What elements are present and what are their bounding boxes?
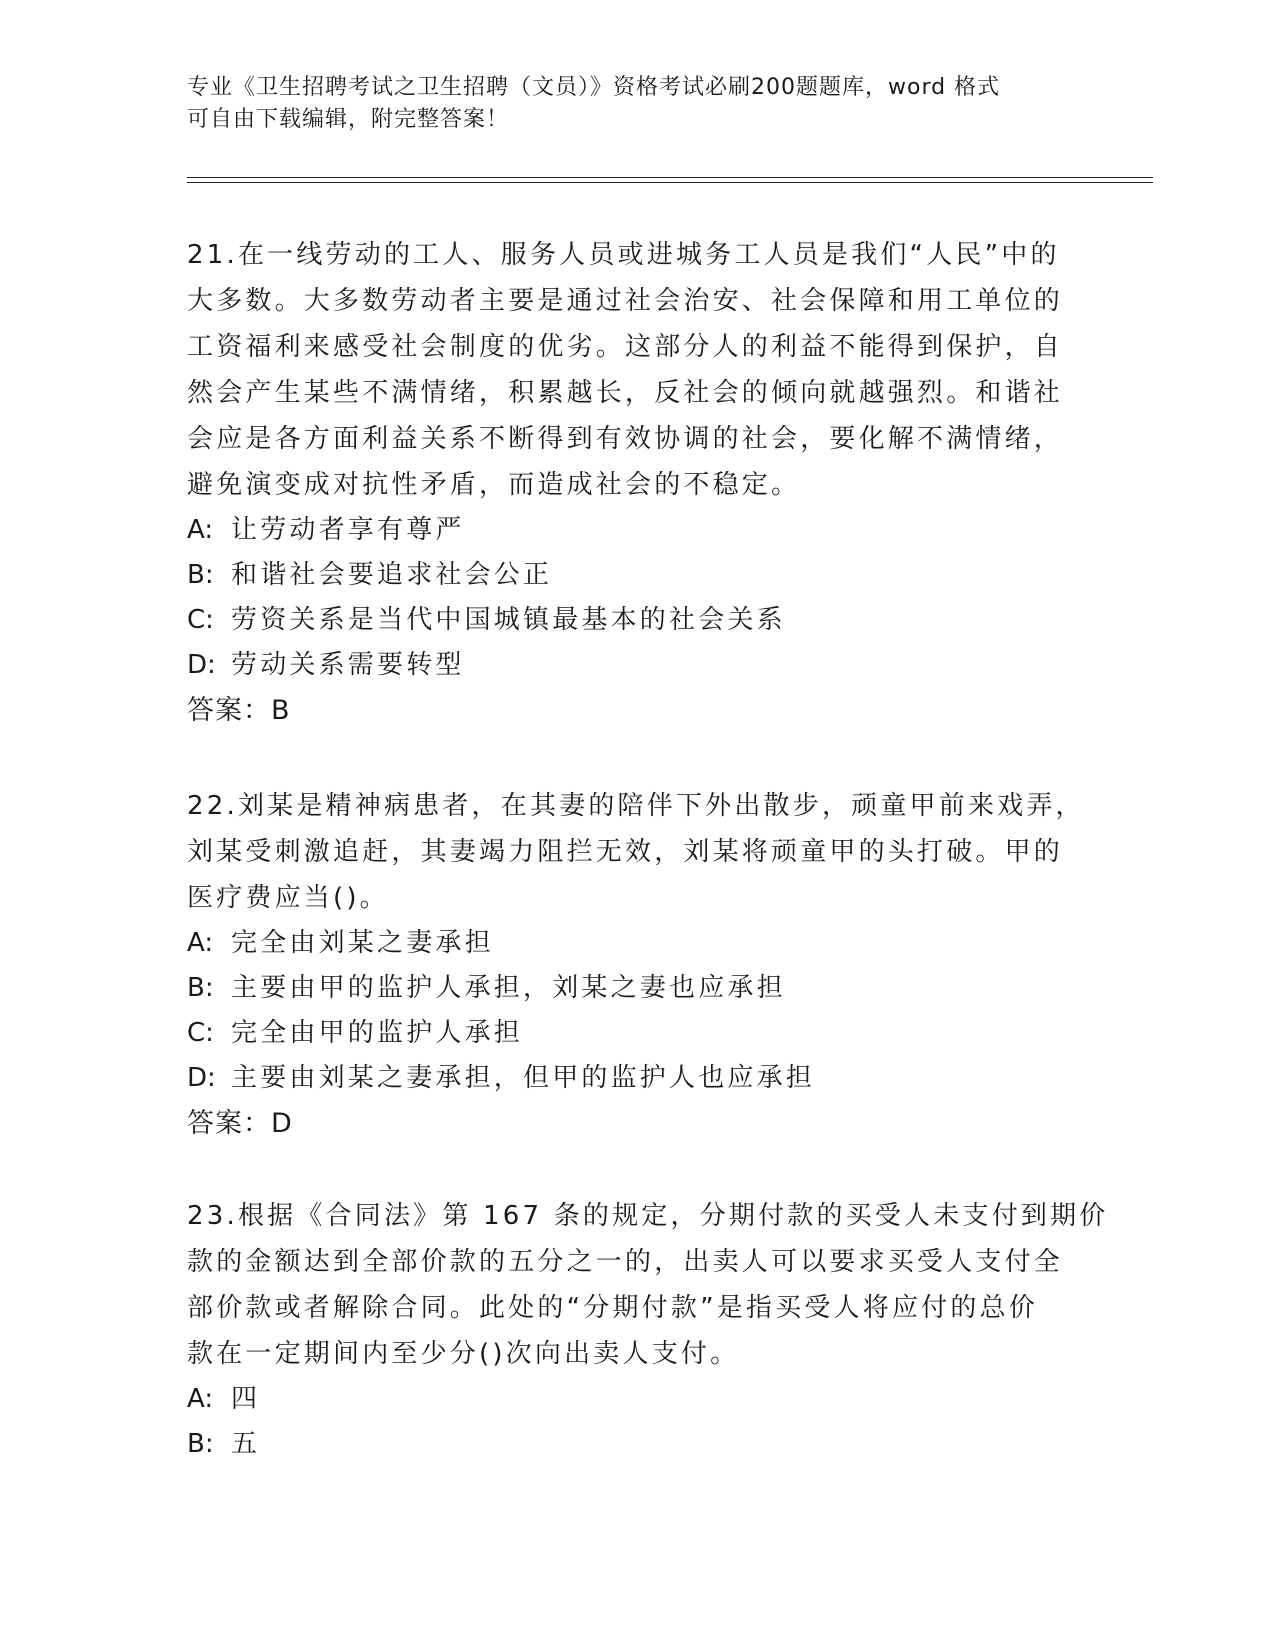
- question-text-line: 医疗费应当()。: [187, 883, 389, 913]
- question-text-line: 工资福利来感受社会制度的优劣。这部分人的利益不能得到保护，自: [187, 332, 1064, 362]
- question-text-line: 款在一定期间内至少分()次向出卖人支付。: [187, 1339, 740, 1369]
- option-text: 五: [231, 1429, 261, 1459]
- question-text-line: 避免演变成对抗性矛盾，而造成社会的不稳定。: [187, 470, 801, 500]
- question-text-line: 刘某受刺激追赶，其妻竭力阻拦无效，刘某将顽童甲的头打破。甲的: [187, 837, 1064, 867]
- option-text: 和谐社会要追求社会公正: [231, 560, 553, 590]
- option-letter: C:: [187, 1018, 214, 1048]
- option-d: [187, 643, 1087, 688]
- option-letter: B:: [187, 973, 214, 1003]
- option-b: [187, 553, 1087, 598]
- option-letter: B:: [187, 1429, 214, 1459]
- option-text: 主要由甲的监护人承担，刘某之妻也应承担: [231, 973, 786, 1003]
- option-letter: D:: [187, 1063, 216, 1093]
- option-a: [187, 508, 1087, 553]
- question-text-line: 21.在一线劳动的工人、服务人员或进城务工人员是我们“人民”中的: [187, 240, 1060, 270]
- option-b: [187, 1422, 1087, 1467]
- question-text-line: 然会产生某些不满情绪，积累越长，反社会的倾向就越强烈。和谐社: [187, 378, 1064, 408]
- option-letter: C:: [187, 605, 214, 635]
- option-text: 劳资关系是当代中国城镇最基本的社会关系: [231, 605, 786, 635]
- option-text: 劳动关系需要转型: [231, 650, 465, 680]
- option-letter: B:: [187, 560, 214, 590]
- option-letter: D:: [187, 650, 216, 680]
- option-a: [187, 921, 1087, 966]
- header-divider-bottom: [187, 182, 1153, 183]
- option-letter: A:: [187, 515, 214, 545]
- option-c: [187, 598, 1087, 643]
- option-letter: A:: [187, 928, 214, 958]
- question-text-line: 款的金额达到全部价款的五分之一的，出卖人可以要求买受人支付全: [187, 1247, 1064, 1277]
- option-text: 四: [231, 1384, 261, 1414]
- question-text-line: 22.刘某是精神病患者，在其妻的陪伴下外出散步，顽童甲前来戏弄，: [187, 791, 1085, 821]
- option-text: 完全由甲的监护人承担: [231, 1018, 524, 1048]
- question-22: [187, 783, 1087, 1147]
- question-23: [187, 1193, 1109, 1467]
- option-c: [187, 1011, 1087, 1056]
- option-b: [187, 966, 1087, 1011]
- answer-label: 答案：D: [187, 1108, 293, 1139]
- document-header: [187, 72, 1067, 136]
- answer-label: 答案：B: [187, 695, 291, 726]
- option-d: [187, 1056, 1087, 1101]
- question-text-line: 会应是各方面利益关系不断得到有效协调的社会，要化解不满情绪，: [187, 424, 1064, 454]
- header-line-1: 专业《卫生招聘考试之卫生招聘（文员）》资格考试必刷200题题库，word 格式: [187, 75, 1001, 100]
- question-text-line: 大多数。大多数劳动者主要是通过社会治安、社会保障和用工单位的: [187, 286, 1064, 316]
- question-text-line: 部价款或者解除合同。此处的“分期付款”是指买受人将应付的总价: [187, 1293, 1038, 1323]
- question-21: [187, 232, 1087, 734]
- header-line-2: 可自由下载编辑，附完整答案！: [187, 107, 510, 132]
- question-text-line: 23.根据《合同法》第 167 条的规定，分期付款的买受人未支付到期价: [187, 1201, 1109, 1231]
- header-divider-top: [187, 177, 1153, 178]
- option-letter: A:: [187, 1384, 214, 1414]
- option-text: 主要由刘某之妻承担，但甲的监护人也应承担: [231, 1063, 816, 1093]
- option-a: [187, 1377, 1087, 1422]
- option-text: 让劳动者享有尊严: [231, 515, 465, 545]
- option-text: 完全由刘某之妻承担: [231, 928, 494, 958]
